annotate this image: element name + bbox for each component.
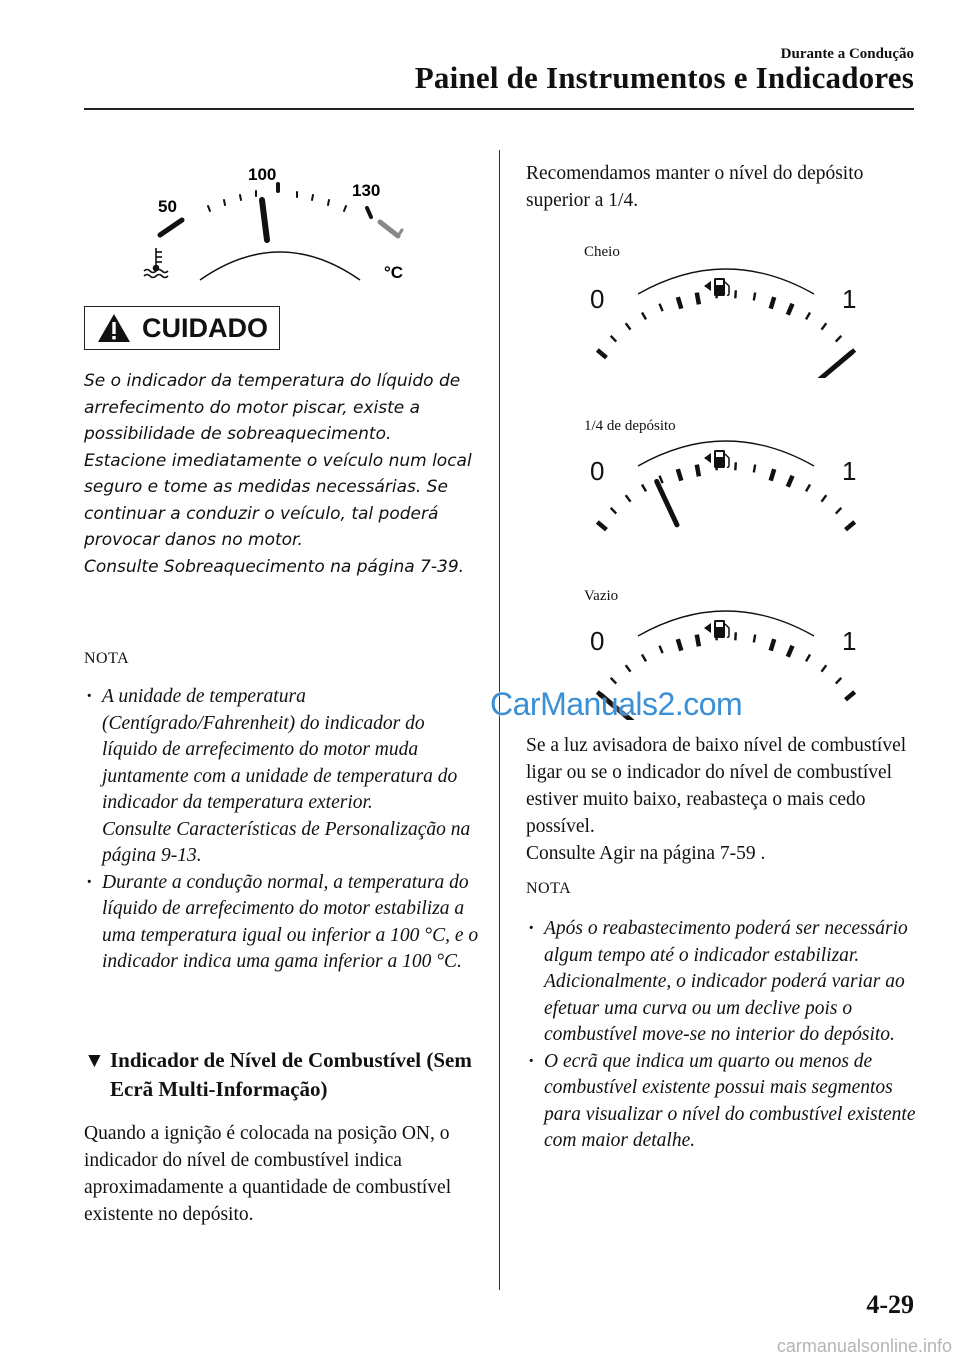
gauge-tick xyxy=(788,476,793,487)
gauge-tick xyxy=(597,350,606,358)
gauge-tick xyxy=(611,678,617,684)
gauge-tick xyxy=(626,665,631,672)
fuel-gauge-caption: Vazio xyxy=(584,588,619,604)
nota-list xyxy=(84,684,480,976)
temp-label-100: 100 xyxy=(248,165,277,184)
gauge-tick xyxy=(788,646,793,657)
fuel-max-label: 1 xyxy=(842,456,857,486)
section-heading-text: Indicador de Nível de Combustível (Sem Ecrã Multi-Informação) xyxy=(110,1048,472,1101)
nota-item-reference: Consulte Características de Personalização na página 9-13. xyxy=(102,818,471,866)
gauge-arc xyxy=(638,611,814,636)
gauge-arc xyxy=(638,441,814,466)
gauge-tick xyxy=(697,465,699,477)
gauge-tick xyxy=(597,522,606,530)
nota-label: NOTA xyxy=(84,650,130,667)
section-heading xyxy=(84,1046,484,1104)
gauge-tick xyxy=(697,635,699,647)
section-marker-icon: ▼ xyxy=(84,1048,105,1072)
gauge-tick xyxy=(642,313,646,320)
gauge-tick xyxy=(822,495,827,502)
gauge-tick xyxy=(836,678,842,684)
fuel-max-label: 1 xyxy=(842,284,857,314)
gauge-arc xyxy=(638,269,814,294)
gauge-tick xyxy=(846,522,855,530)
fuel-max-label: 1 xyxy=(842,626,857,656)
gauge-tick xyxy=(626,323,631,330)
caution-text xyxy=(84,368,474,580)
gauge-tick xyxy=(771,469,775,481)
gauge-tick xyxy=(660,476,663,483)
watermark: CarManuals2.com xyxy=(490,686,743,722)
nota-item-text: A unidade de temperatura (Centígrado/Fahrenheit) do indicador do líquido de arrefecimento do motor muda juntamente com a unidade de temperatura do indicador da temperatura exterior. xyxy=(102,686,458,813)
gauge-tick xyxy=(735,290,736,298)
temperature-gauge xyxy=(140,156,420,296)
list-item xyxy=(526,1049,916,1155)
gauge-tick xyxy=(678,639,682,651)
gauge-tick xyxy=(660,304,663,311)
nota-item-text: O ecrã que indica um quarto ou menos de combustível existente possui mais segmentos para visualizar o nível do combustível existente com maior detalhe. xyxy=(544,1050,916,1151)
coolant-temperature-icon xyxy=(144,248,168,278)
fuel-min-label: 0 xyxy=(590,284,605,314)
footer-watermark: carmanualsonline.info xyxy=(776,1336,952,1356)
fuel-gauge-caption: 1/4 de depósito xyxy=(584,418,676,434)
section-header: Durante a Condução xyxy=(780,46,914,62)
gauge-tick xyxy=(788,304,793,315)
temp-label-50: 50 xyxy=(158,197,177,216)
fuel-gauge xyxy=(586,440,866,550)
caution-label: CUIDADO xyxy=(142,312,268,343)
list-item xyxy=(526,916,916,1049)
gauge-tick xyxy=(806,313,810,320)
gauge-tick xyxy=(771,297,775,309)
gauge-tick xyxy=(754,293,755,301)
nota-list xyxy=(526,916,916,1155)
caution-paragraph: Se o indicador da temperatura do líquido de arrefecimento do motor piscar, existe a possibilidade de sobreaquecimento. Estacione imediatamente o veículo num local seguro e tome as medidas necessárias. Se continuar a conduzir o veículo, tal poderá provocar danos no motor. xyxy=(84,371,472,550)
fuel-min-label: 0 xyxy=(590,626,605,656)
gauge-needle xyxy=(657,481,677,525)
fuel-gauge-caption: Cheio xyxy=(584,244,620,260)
fuel-warning-paragraph: Se a luz avisadora de baixo nível de combustível ligar ou se o indicador do nível de combustível estiver muito baixo, reabasteça o mais cedo possível. xyxy=(526,735,907,837)
gauge-tick xyxy=(836,508,842,514)
gauge-tick xyxy=(806,485,810,492)
nota-item-text: Durante a condução normal, a temperatura do líquido de arrefecimento do motor estabiliza a uma temperatura igual ou inferior a 100 °C, e o indicador indica uma gama inferior a 100 °C. xyxy=(102,871,479,972)
list-item xyxy=(84,684,480,870)
nota-label: NOTA xyxy=(526,880,572,897)
gauge-tick xyxy=(611,508,617,514)
page-number: 4-29 xyxy=(866,1290,914,1319)
gauge-tick xyxy=(626,495,631,502)
gauge-tick xyxy=(822,323,827,330)
nota-item-text: Após o reabastecimento poderá ser necessário algum tempo até o indicador estabilizar. Adicionalmente, o indicador poderá variar ao efetuar uma curva ou um declive pois o combustível move-se no interior do depósito. xyxy=(544,918,908,1045)
gauge-tick xyxy=(611,336,617,342)
fuel-pump-icon xyxy=(704,450,729,468)
fuel-gauge xyxy=(586,268,866,378)
gauge-tick xyxy=(822,665,827,672)
caution-reference: Consulte Sobreaquecimento na página 7-39. xyxy=(84,556,465,577)
fuel-min-label: 0 xyxy=(590,456,605,486)
gauge-tick xyxy=(771,639,775,651)
gauge-tick xyxy=(697,293,699,305)
gauge-tick xyxy=(735,462,736,470)
list-item xyxy=(84,870,480,976)
fuel-warning-text xyxy=(526,732,910,867)
fuel-intro-text: Recomendamos manter o nível do depósito superior a 1/4. xyxy=(526,163,864,211)
temp-label-130: 130 xyxy=(352,181,381,200)
gauge-tick xyxy=(642,485,646,492)
header-divider xyxy=(84,108,914,110)
gauge-tick xyxy=(846,692,855,700)
gauge-tick xyxy=(806,655,810,662)
fuel-pump-icon xyxy=(704,278,729,296)
fuel-warning-reference: Consulte Agir na página 7-59 . xyxy=(526,843,766,864)
warning-triangle-icon xyxy=(96,312,132,344)
gauge-tick xyxy=(678,297,682,309)
gauge-needle xyxy=(815,353,852,378)
gauge-tick xyxy=(836,336,842,342)
gauge-tick xyxy=(735,632,736,640)
gauge-tick xyxy=(754,635,755,643)
gauge-tick xyxy=(660,646,663,653)
temp-unit-label: °C xyxy=(384,263,404,282)
fuel-pump-icon xyxy=(704,620,729,638)
gauge-tick xyxy=(642,655,646,662)
section-body: Quando a ignição é colocada na posição ON, o indicador do nível de combustível indica aproximadamente a quantidade de combustível existente no depósito. xyxy=(84,1123,452,1225)
page-title: Painel de Instrumentos e Indicadores xyxy=(414,60,914,95)
gauge-tick xyxy=(678,469,682,481)
caution-banner xyxy=(84,306,280,350)
gauge-tick xyxy=(754,465,755,473)
